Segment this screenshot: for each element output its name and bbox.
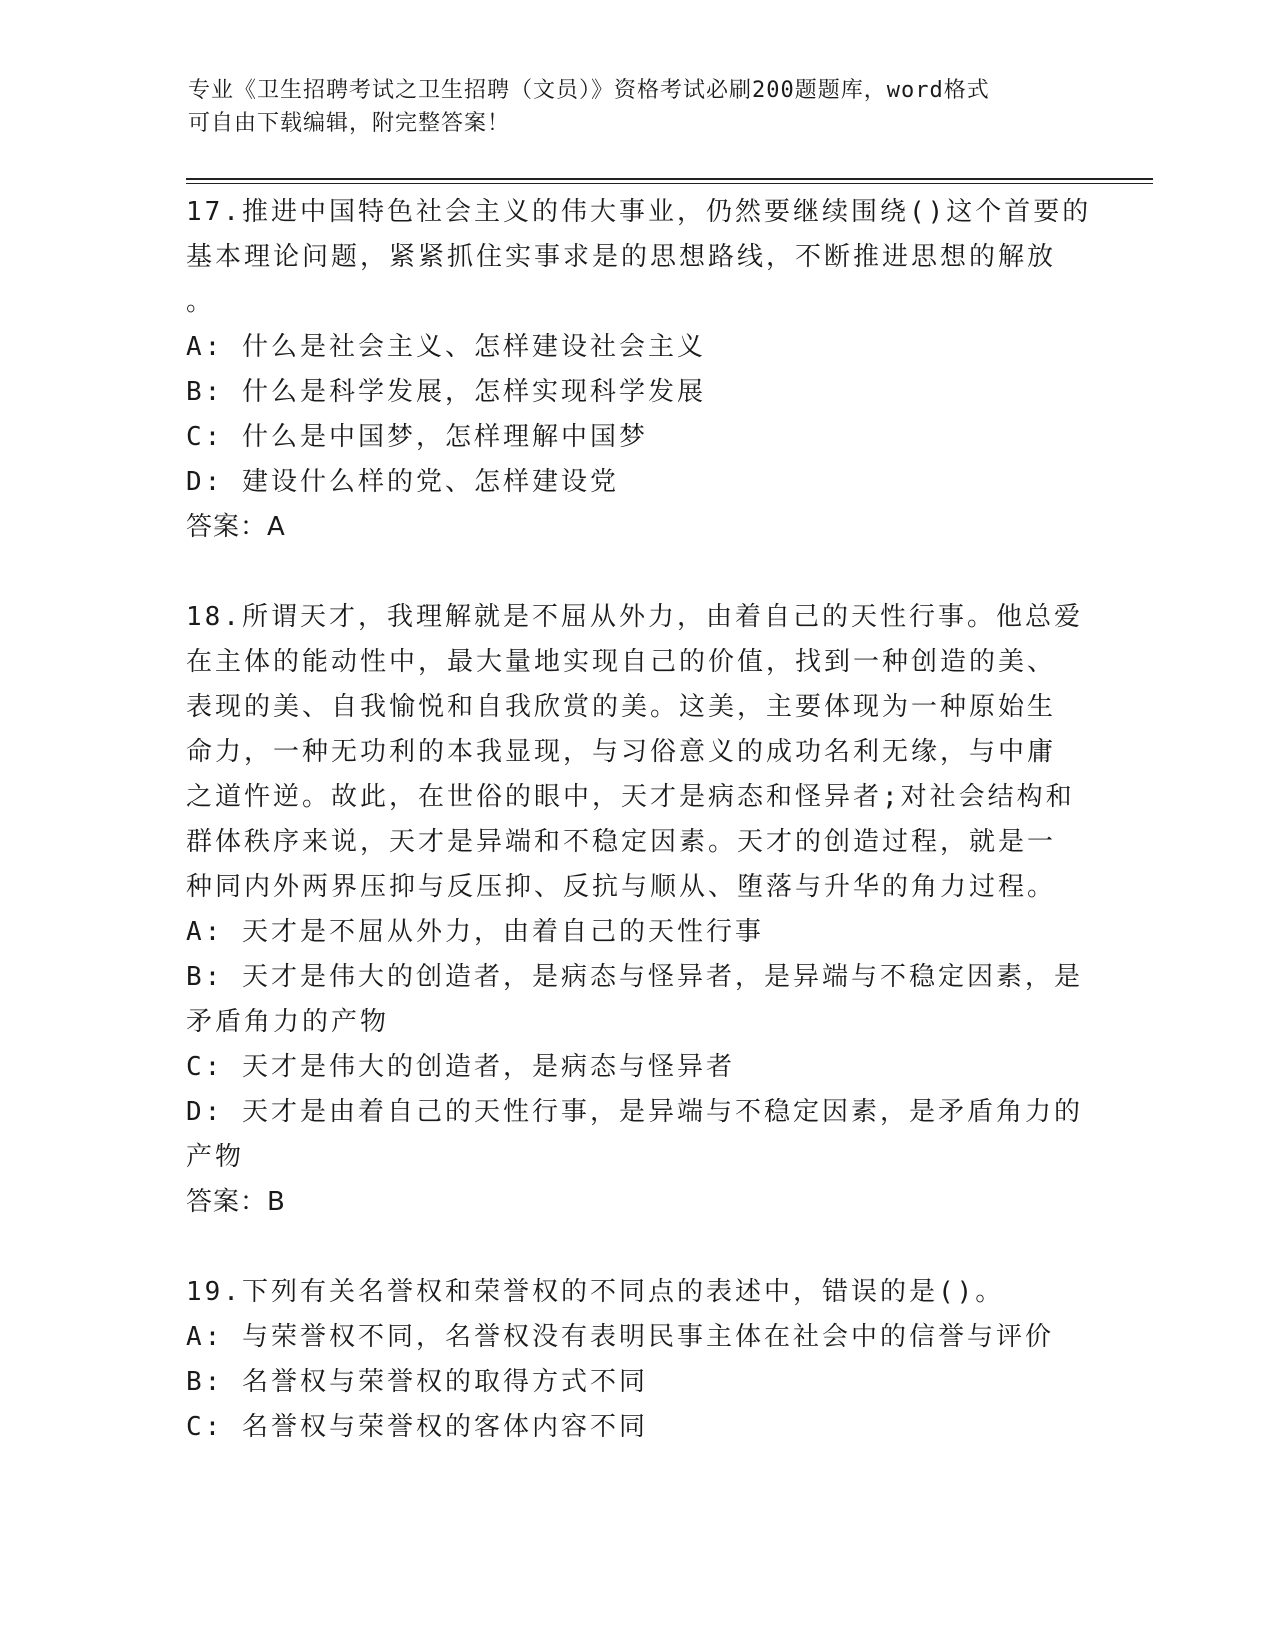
question-text-line: 在主体的能动性中，最大量地实现自己的价值，找到一种创造的美、 (186, 647, 1057, 677)
question-text-line: 19.下列有关名誉权和荣誉权的不同点的表述中，错误的是()。 (186, 1277, 1005, 1307)
question-text-line: 表现的美、自我愉悦和自我欣赏的美。这美，主要体现为一种原始生 (186, 692, 1057, 722)
option-line: D: 建设什么样的党、怎样建设党 (186, 467, 619, 497)
question-block (186, 190, 1092, 550)
question-text-line: 群体秩序来说，天才是异端和不稳定因素。天才的创造过程，就是一 (186, 827, 1057, 857)
question-block (186, 1270, 1086, 1450)
question-text-line: 命力，一种无功利的本我显现，与习俗意义的成功名利无缘，与中庸 (186, 737, 1057, 767)
option-line: B: 天才是伟大的创造者，是病态与怪异者，是异端与不稳定因素，是 (186, 962, 1083, 992)
option-line: A: 与荣誉权不同，名誉权没有表明民事主体在社会中的信誉与评价 (186, 1322, 1054, 1352)
option-line: D: 天才是由着自己的天性行事，是异端与不稳定因素，是矛盾角力的 (186, 1097, 1083, 1127)
question-text-line: 种同内外两界压抑与反压抑、反抗与顺从、堕落与升华的角力过程。 (186, 872, 1057, 902)
option-line: A: 什么是社会主义、怎样建设社会主义 (186, 332, 706, 362)
option-line: A: 天才是不屈从外力，由着自己的天性行事 (186, 917, 764, 947)
question-text-line: 之道忤逆。故此，在世俗的眼中，天才是病态和怪异者;对社会结构和 (186, 782, 1075, 812)
option-line: C: 名誉权与荣誉权的客体内容不同 (186, 1412, 648, 1442)
option-line: C: 天才是伟大的创造者，是病态与怪异者 (186, 1052, 735, 1082)
document-header (188, 74, 1068, 140)
question-text-line: 基本理论问题，紧紧抓住实事求是的思想路线，不断推进思想的解放 (186, 242, 1057, 272)
header-rule-thin (186, 183, 1153, 184)
answer-line: 答案：B (186, 1187, 286, 1217)
header-rule-thick (186, 178, 1153, 180)
option-line: 矛盾角力的产物 (186, 1007, 390, 1037)
answer-line: 答案：A (186, 512, 286, 542)
question-text-line: 17.推进中国特色社会主义的伟大事业，仍然要继续围绕()这个首要的 (186, 197, 1092, 227)
option-line: 产物 (186, 1142, 245, 1172)
option-line: C: 什么是中国梦，怎样理解中国梦 (186, 422, 648, 452)
question-text-line: 18.所谓天才，我理解就是不屈从外力，由着自己的天性行事。他总爱 (186, 602, 1083, 632)
option-line: B: 名誉权与荣誉权的取得方式不同 (186, 1367, 648, 1397)
question-gap (186, 1225, 1086, 1270)
question-list (186, 190, 1092, 1450)
question-text-line: 。 (186, 287, 216, 317)
option-line: B: 什么是科学发展，怎样实现科学发展 (186, 377, 706, 407)
question-gap (186, 550, 1086, 595)
question-block (186, 595, 1086, 1225)
header-line-2: 可自由下载编辑，附完整答案！ (188, 111, 511, 136)
header-line-1: 专业《卫生招聘考试之卫生招聘（文员）》资格考试必刷200题题库，word格式 (188, 78, 990, 103)
